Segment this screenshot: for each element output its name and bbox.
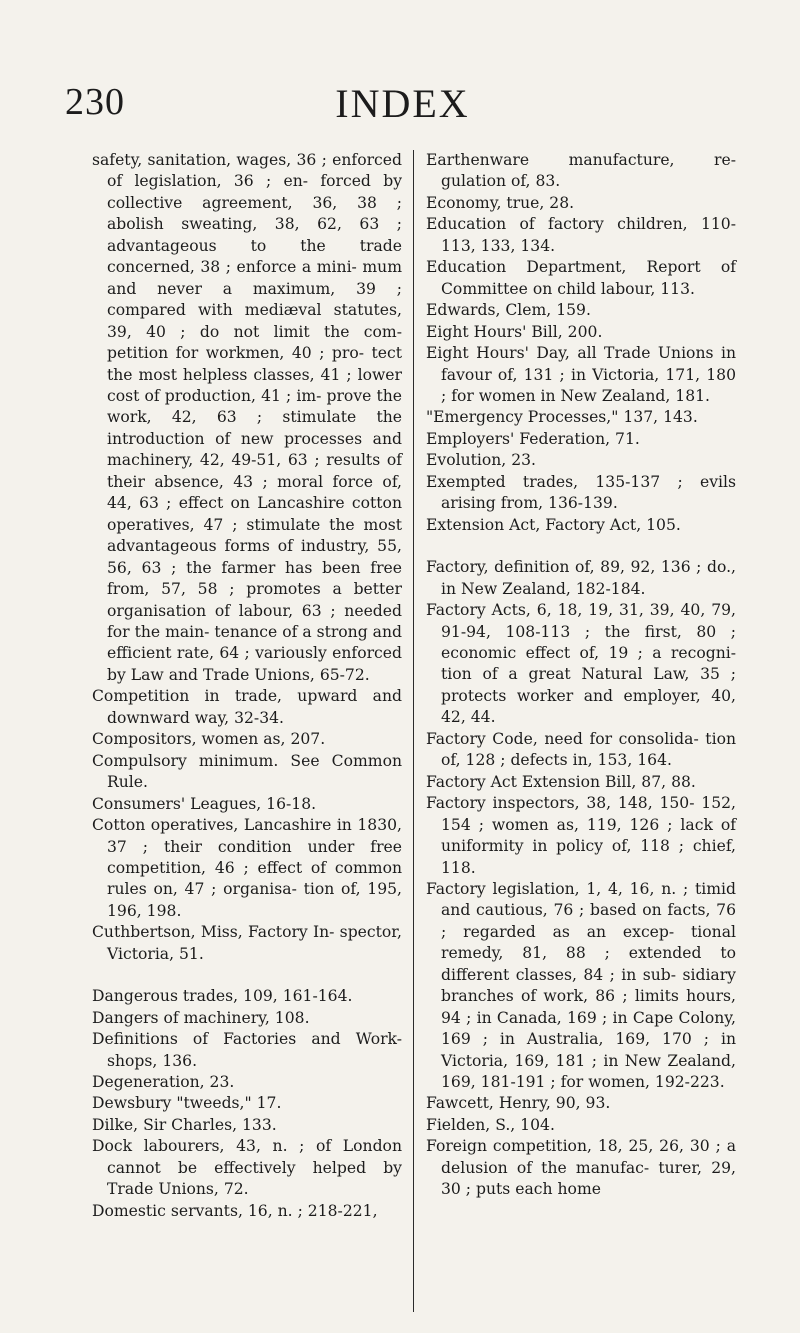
index-entry: Edwards, Clem, 159.	[426, 301, 591, 320]
index-entry: Eight Hours' Day, all Trade Unions in favour of, 131 ; in Victoria, 171, 180 ; for women in New Zealand, 181.	[426, 344, 736, 405]
index-entry: Dock labourers, 43, n. ; of London cannot be effectively helped by Trade Unions, 72.	[92, 1137, 402, 1199]
index-entry: Consumers' Leagues, 16-18.	[92, 794, 317, 813]
index-entry: Factory, definition of, 89, 92, 136 ; do., in New Zealand, 182-184.	[426, 558, 736, 598]
index-entry: Education of factory children, 110- 113, 133, 134.	[426, 215, 736, 255]
index-entry: Cuthbertson, Miss, Factory In- spector, Victoria, 51.	[92, 923, 402, 963]
index-entry: Definitions of Factories and Work- shops, 136.	[92, 1030, 402, 1070]
index-entry: Factory Act Extension Bill, 87, 88.	[426, 772, 696, 791]
index-entry: Eight Hours' Bill, 200.	[426, 322, 603, 341]
index-entry: Competition in trade, upward and downward way, 32-34.	[92, 687, 402, 727]
index-entry: Dangers of machinery, 108.	[92, 1008, 310, 1027]
index-entry: Extension Act, Factory Act, 105.	[426, 515, 681, 534]
index-entry: Dangerous trades, 109, 161-164.	[92, 987, 353, 1006]
index-entry: Cotton operatives, Lancashire in 1830, 37 ; their condition under free competition, 46 ; effect of common rules on, 47 ; organisa- tion of, 195, 196, 198.	[92, 816, 402, 920]
index-entry: Evolution, 23.	[426, 451, 537, 470]
index-entry: Foreign competition, 18, 25, 26, 30 ; a delusion of the manufac- turer, 29, 30 ; puts each home	[426, 1137, 736, 1199]
section-gap	[426, 536, 736, 557]
index-entry: safety, sanitation, wages, 36 ; enforced of legislation, 36 ; en- forced by collective agreement, 36, 38 ; abolish sweating, 38, 62, 63 ; advantageous to the trade concerned, 38 ; enforce a mini- mum and never a maximum, 39 ; compared with mediæval statutes, 39, 40 ; do not limit the com- petition for workmen, 40 ; pro- tect the most helpless classes, 41 ; lower cost of production, 41 ; im- prove the work, 42, 63 ; stimulate the introduction of new processes and machinery, 42, 49-51, 63 ; results of their absence, 43 ; moral force of, 44, 63 ; effect on Lancashire cotton operatives, 47 ; stimulate the most advantageous forms of industry, 55, 56, 63 ; the farmer has been free from, 57, 58 ; promotes a better organisation of labour, 63 ; needed for the main- tenance of a strong and efficient rate, 64 ; variously enforced by Law and Trade Unions, 65-72.	[92, 151, 402, 684]
index-entry: Economy, true, 28.	[426, 193, 575, 212]
right-column	[426, 150, 736, 1201]
index-entry: Compulsory minimum. See Common Rule.	[92, 751, 402, 792]
index-entry: Compositors, women as, 207.	[92, 730, 326, 749]
index-entry: Fawcett, Henry, 90, 93.	[426, 1094, 611, 1113]
index-entry: Factory inspectors, 38, 148, 150- 152, 154 ; women as, 119, 126 ; lack of uniformity in policy of, 118 ; chief, 118.	[426, 794, 736, 877]
page-number: 230	[65, 81, 125, 123]
index-entry: Factory Code, need for consolida- tion of, 128 ; defects in, 153, 164.	[426, 729, 736, 770]
left-column	[92, 150, 402, 1222]
index-entry: Exempted trades, 135-137 ; evils arising from, 136-139.	[426, 472, 736, 513]
index-entry: Factory Acts, 6, 18, 19, 31, 39, 40, 79, 91-94, 108-113 ; the first, 80 ; economic effect of, 19 ; a recogni- tion of a great Natural Law, 35 ; protects worker and employer, 40, 42, 44.	[426, 601, 736, 727]
index-entry: Fielden, S., 104.	[426, 1115, 555, 1134]
page-title: INDEX	[335, 81, 470, 126]
index-entry: Employers' Federation, 71.	[426, 429, 640, 448]
index-entry: Domestic servants, 16, n. ; 218-221,	[92, 1201, 378, 1220]
index-entry: Dilke, Sir Charles, 133.	[92, 1115, 277, 1134]
index-entry: Factory legislation, 1, 4, 16, n. ; timid and cautious, 76 ; based on facts, 76 ; regarded as an excep- tional remedy, 81, 88 ; extended to different classes, 84 ; in sub- sidiary branches of work, 86 ; limits hours, 94 ; in Canada, 169 ; in Cape Colony, 169 ; in Australia, 169, 170 ; in Victoria, 169, 181 ; in New Zealand, 169, 181-191 ; for women, 192-223.	[426, 879, 736, 1092]
index-entry: Earthenware manufacture, re- gulation of, 83.	[426, 151, 736, 191]
page-header	[65, 80, 740, 130]
index-entry: Education Department, Report of Committee on child labour, 113.	[426, 258, 736, 298]
index-columns	[92, 150, 744, 1310]
column-divider	[413, 150, 414, 1312]
section-gap	[92, 965, 402, 986]
index-entry: Degeneration, 23.	[92, 1073, 235, 1092]
index-entry: Dewsbury "tweeds," 17.	[92, 1094, 282, 1113]
index-entry: "Emergency Processes," 137, 143.	[426, 408, 698, 427]
